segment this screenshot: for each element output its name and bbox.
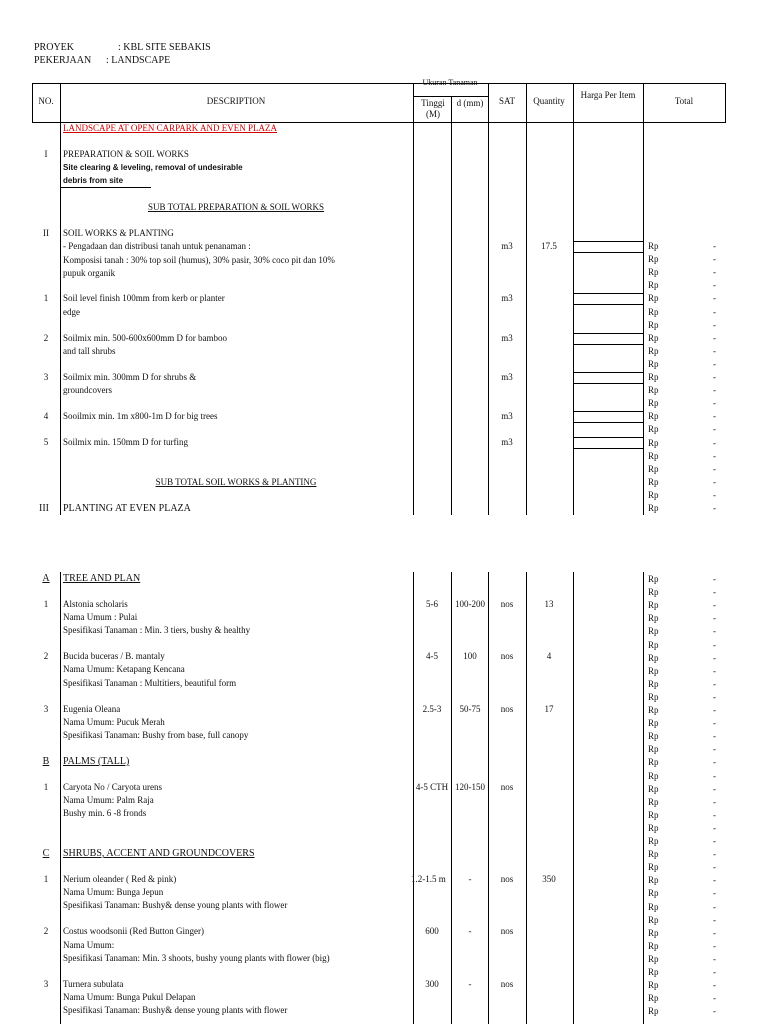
total-cell — [648, 717, 716, 730]
total-value: - — [713, 718, 716, 728]
shrub-unit: nos — [500, 926, 514, 936]
total-cell — [648, 639, 716, 652]
palm-height: 4-5 CTH — [415, 782, 449, 792]
palm-common-name: Nama Umum: Palm Raja — [63, 795, 154, 805]
currency-label: Rp — [648, 666, 659, 676]
currency-label: Rp — [648, 613, 659, 623]
currency-label: Rp — [648, 810, 659, 820]
currency-label: Rp — [648, 398, 659, 408]
total-cell — [648, 940, 716, 953]
soil-item-desc: Soil level finish 100mm from kerb or planter — [63, 293, 225, 303]
soil-item-unit: m3 — [501, 411, 513, 421]
tree-diameter: 100-200 — [455, 599, 485, 609]
project-value: : KBL SITE SEBAKIS — [118, 42, 211, 53]
total-cell — [648, 1005, 716, 1018]
total-cell — [648, 756, 716, 769]
total-value: - — [713, 359, 716, 369]
total-cell — [648, 927, 716, 940]
currency-label: Rp — [648, 731, 659, 741]
total-value: - — [713, 980, 716, 990]
total-cell — [648, 953, 716, 966]
currency-label: Rp — [648, 359, 659, 369]
shrub-name: Nerium oleander ( Red & pink) — [63, 874, 177, 884]
total-value: - — [713, 705, 716, 715]
soil-item-number: 2 — [43, 333, 49, 343]
currency-label: Rp — [648, 784, 659, 794]
total-cell — [648, 371, 716, 384]
tree-unit: nos — [500, 704, 514, 714]
total-value: - — [713, 692, 716, 702]
tree-unit: nos — [500, 599, 514, 609]
currency-label: Rp — [648, 875, 659, 885]
soil-item-desc: Soilmix min. 500-600x600mm D for bamboo — [63, 333, 227, 343]
currency-label: Rp — [648, 503, 659, 513]
total-value: - — [713, 267, 716, 277]
palm-unit: nos — [500, 782, 514, 792]
total-cell — [648, 502, 716, 515]
col-unit-header: SAT — [498, 96, 516, 106]
currency-label: Rp — [648, 307, 659, 317]
currency-label: Rp — [648, 587, 659, 597]
section-2-quantity: 17.5 — [541, 241, 557, 251]
section-2-line1: - Pengadaan dan distribusi tanah untuk penanaman : — [63, 241, 251, 251]
total-value: - — [713, 928, 716, 938]
currency-label: Rp — [648, 254, 659, 264]
shrub-name: Turnera subulata — [63, 979, 124, 989]
total-value: - — [713, 888, 716, 898]
currency-label: Rp — [648, 888, 659, 898]
palm-number: 1 — [43, 782, 49, 792]
group-c-title: SHRUBS, ACCENT AND GROUNDCOVERS — [63, 848, 255, 859]
total-value: - — [713, 464, 716, 474]
shrub-name: Costus woodsonii (Red Button Ginger) — [63, 926, 204, 936]
currency-label: Rp — [648, 451, 659, 461]
tree-diameter: 50-75 — [459, 704, 481, 714]
total-cell — [648, 652, 716, 665]
total-value: - — [713, 757, 716, 767]
total-cell — [648, 437, 716, 450]
total-cell — [648, 345, 716, 358]
total-value: - — [713, 771, 716, 781]
tree-height: 5-6 — [426, 599, 438, 609]
total-cell — [648, 783, 716, 796]
tree-name: Eugenia Oleana — [63, 704, 121, 714]
soil-item-unit: m3 — [501, 293, 513, 303]
section-1-number: I — [44, 149, 48, 159]
total-value: - — [713, 954, 716, 964]
currency-label: Rp — [648, 385, 659, 395]
total-cell — [648, 979, 716, 992]
total-cell — [648, 874, 716, 887]
group-c-letter: C — [42, 848, 50, 859]
shrub-height: 600 — [425, 926, 439, 936]
work-value: : LANDSCAPE — [106, 55, 171, 66]
section-1-desc-line1: Site clearing & leveling, removal of undesirable — [63, 163, 243, 172]
total-cell — [648, 822, 716, 835]
total-cell — [648, 306, 716, 319]
currency-label: Rp — [648, 438, 659, 448]
currency-label: Rp — [648, 836, 659, 846]
shrub-unit: nos — [500, 874, 514, 884]
total-cell — [648, 691, 716, 704]
currency-label: Rp — [648, 464, 659, 474]
currency-label: Rp — [648, 928, 659, 938]
total-cell — [648, 253, 716, 266]
total-cell — [648, 861, 716, 874]
project-label: PROYEK — [34, 42, 75, 53]
total-value: - — [713, 666, 716, 676]
currency-label: Rp — [648, 679, 659, 689]
section-1-desc-line2: debris from site — [63, 176, 124, 185]
section-2-title: SOIL WORKS & PLANTING — [63, 228, 174, 238]
palm-name: Caryota No / Caryota urens — [63, 782, 162, 792]
tree-spec: Spesifikasi Tanaman : Min. 3 tiers, bushy & healthy — [63, 625, 251, 635]
shrub-diameter: - — [468, 874, 472, 884]
total-value: - — [713, 613, 716, 623]
col-no-header: NO. — [38, 96, 54, 106]
section-2-unit: m3 — [501, 241, 513, 251]
total-value: - — [713, 967, 716, 977]
total-value: - — [713, 810, 716, 820]
currency-label: Rp — [648, 797, 659, 807]
group-a-letter: A — [42, 573, 50, 584]
total-cell — [648, 835, 716, 848]
currency-label: Rp — [648, 902, 659, 912]
currency-label: Rp — [648, 718, 659, 728]
currency-label: Rp — [648, 626, 659, 636]
shrub-common-name: Nama Umum: Bunga Pukul Delapan — [63, 992, 196, 1002]
total-cell — [648, 319, 716, 332]
total-value: - — [713, 424, 716, 434]
total-value: - — [713, 653, 716, 663]
soil-item-number: 3 — [43, 372, 49, 382]
palm-diameter: 120-150 — [455, 782, 485, 792]
currency-label: Rp — [648, 980, 659, 990]
total-value: - — [713, 823, 716, 833]
palm-spec: Bushy min. 6 -8 fronds — [63, 808, 147, 818]
total-cell — [648, 612, 716, 625]
total-value: - — [713, 993, 716, 1003]
tree-name: Alstonia scholaris — [63, 599, 128, 609]
total-cell — [648, 743, 716, 756]
total-value: - — [713, 280, 716, 290]
currency-label: Rp — [648, 823, 659, 833]
total-cell — [648, 397, 716, 410]
total-cell — [648, 599, 716, 612]
tree-number: 3 — [43, 704, 49, 714]
soil-item-number: 4 — [43, 411, 49, 421]
total-value: - — [713, 875, 716, 885]
total-value: - — [713, 587, 716, 597]
currency-label: Rp — [648, 280, 659, 290]
total-value: - — [713, 490, 716, 500]
tree-quantity: 17 — [544, 704, 554, 714]
total-value: - — [713, 293, 716, 303]
shrub-quantity: 350 — [542, 874, 556, 884]
currency-label: Rp — [648, 477, 659, 487]
total-cell — [648, 625, 716, 638]
total-cell — [648, 901, 716, 914]
total-cell — [648, 240, 716, 253]
total-cell — [648, 358, 716, 371]
shrub-spec: Spesifikasi Tanaman: Bushy& dense young plants with flower — [63, 900, 288, 910]
total-value: - — [713, 915, 716, 925]
currency-label: Rp — [648, 993, 659, 1003]
shrub-height: 300 — [425, 979, 439, 989]
total-value: - — [713, 372, 716, 382]
currency-label: Rp — [648, 1006, 659, 1016]
total-value: - — [713, 731, 716, 741]
currency-label: Rp — [648, 640, 659, 650]
currency-label: Rp — [648, 757, 659, 767]
total-cell — [648, 730, 716, 743]
total-value: - — [713, 600, 716, 610]
section-3-number: III — [39, 503, 49, 514]
total-cell — [648, 332, 716, 345]
total-cell — [648, 992, 716, 1005]
total-value: - — [713, 451, 716, 461]
work-label: PEKERJAAN — [34, 55, 92, 66]
total-value: - — [713, 254, 716, 264]
total-cell — [648, 476, 716, 489]
shrub-number: 3 — [43, 979, 49, 989]
shrub-number: 2 — [43, 926, 49, 936]
total-value: - — [713, 307, 716, 317]
total-value: - — [713, 411, 716, 421]
total-cell — [648, 463, 716, 476]
currency-label: Rp — [648, 849, 659, 859]
currency-label: Rp — [648, 941, 659, 951]
section-2-subtotal: SUB TOTAL SOIL WORKS & PLANTING — [155, 477, 317, 487]
soil-item-unit: m3 — [501, 333, 513, 343]
total-cell — [648, 410, 716, 423]
total-value: - — [713, 346, 716, 356]
shrub-common-name: Nama Umum: — [63, 940, 115, 950]
shrub-spec: Spesifikasi Tanaman: Min. 3 shoots, bushy young plants with flower (big) — [63, 953, 330, 963]
section-2-number: II — [43, 228, 49, 238]
total-value: - — [713, 902, 716, 912]
col-size-group-header: Ukuran Tanaman — [422, 78, 478, 87]
currency-label: Rp — [648, 744, 659, 754]
shrub-spec: Spesifikasi Tanaman: Bushy& dense young plants with flower — [63, 1005, 288, 1015]
soil-item-number: 1 — [43, 293, 49, 303]
total-cell — [648, 279, 716, 292]
shrub-height: 1.2-1.5 m — [411, 874, 446, 884]
soil-item-number: 5 — [43, 437, 49, 447]
total-value: - — [713, 797, 716, 807]
col-unit-price-header: Harga Per Item — [580, 90, 636, 100]
total-value: - — [713, 385, 716, 395]
shrub-unit: nos — [500, 979, 514, 989]
total-cell — [648, 809, 716, 822]
col-quantity-header: Quantity — [533, 96, 565, 106]
currency-label: Rp — [648, 915, 659, 925]
total-cell — [648, 770, 716, 783]
currency-label: Rp — [648, 424, 659, 434]
shrub-common-name: Nama Umum: Bunga Jepun — [63, 887, 164, 897]
total-value: - — [713, 640, 716, 650]
section-title: LANDSCAPE AT OPEN CARPARK AND EVEN PLAZA — [63, 123, 278, 133]
soil-item-desc: Soilmix min. 300mm D for shrubs & — [63, 372, 197, 382]
tree-common-name: Nama Umum : Pulai — [63, 612, 138, 622]
total-value: - — [713, 862, 716, 872]
tree-spec: Spesifikasi Tanaman : Multitiers, beautiful form — [63, 678, 237, 688]
currency-label: Rp — [648, 954, 659, 964]
total-cell — [648, 914, 716, 927]
shrub-diameter: - — [468, 979, 472, 989]
total-cell — [648, 573, 716, 586]
currency-label: Rp — [648, 862, 659, 872]
total-value: - — [713, 477, 716, 487]
total-cell — [648, 848, 716, 861]
group-a-title: TREE AND PLAN — [63, 573, 141, 584]
total-cell — [648, 966, 716, 979]
total-cell — [648, 678, 716, 691]
currency-label: Rp — [648, 267, 659, 277]
section-2-line3: pupuk organik — [63, 268, 116, 278]
soil-item-desc: Soilmix min. 150mm D for turfing — [63, 437, 188, 447]
total-value: - — [713, 784, 716, 794]
currency-label: Rp — [648, 692, 659, 702]
total-cell — [648, 704, 716, 717]
total-value: - — [713, 836, 716, 846]
currency-label: Rp — [648, 372, 659, 382]
total-cell — [648, 384, 716, 397]
tree-diameter: 100 — [463, 651, 477, 661]
total-value: - — [713, 626, 716, 636]
currency-label: Rp — [648, 490, 659, 500]
currency-label: Rp — [648, 333, 659, 343]
total-cell — [648, 489, 716, 502]
currency-label: Rp — [648, 346, 659, 356]
tree-common-name: Nama Umum: Pucuk Merah — [63, 717, 165, 727]
tree-number: 2 — [43, 651, 49, 661]
total-cell — [648, 423, 716, 436]
col-diameter-header: d (mm) — [456, 98, 484, 108]
total-value: - — [713, 679, 716, 689]
group-b-letter: B — [42, 756, 50, 767]
shrub-diameter: - — [468, 926, 472, 936]
total-value: - — [713, 574, 716, 584]
currency-label: Rp — [648, 600, 659, 610]
section-2-line2: Komposisi tanah : 30% top soil (humus), 30% pasir, 30% coco pit dan 10% — [63, 255, 335, 265]
soil-item-unit: m3 — [501, 437, 513, 447]
soil-item-desc-cont: edge — [63, 307, 80, 317]
col-height-header: Tinggi (M) — [421, 98, 445, 119]
total-value: - — [713, 941, 716, 951]
total-value: - — [713, 398, 716, 408]
total-cell — [648, 266, 716, 279]
currency-label: Rp — [648, 320, 659, 330]
tree-height: 4-5 — [426, 651, 438, 661]
soil-item-desc-cont: and tall shrubs — [63, 346, 116, 356]
tree-spec: Spesifikasi Tanaman: Bushy from base, full canopy — [63, 730, 249, 740]
section-1-title: PREPARATION & SOIL WORKS — [63, 149, 189, 159]
currency-label: Rp — [648, 574, 659, 584]
total-value: - — [713, 1006, 716, 1016]
total-cell — [648, 665, 716, 678]
total-cell — [648, 887, 716, 900]
total-value: - — [713, 333, 716, 343]
total-value: - — [713, 438, 716, 448]
total-value: - — [713, 849, 716, 859]
currency-label: Rp — [648, 771, 659, 781]
currency-label: Rp — [648, 653, 659, 663]
currency-label: Rp — [648, 705, 659, 715]
tree-name: Bucida buceras / B. mantaly — [63, 651, 165, 661]
tree-quantity: 4 — [546, 651, 552, 661]
total-value: - — [713, 241, 716, 251]
shrub-number: 1 — [43, 874, 49, 884]
section-1-subtotal: SUB TOTAL PREPARATION & SOIL WORKS — [147, 202, 325, 212]
section-3-title: PLANTING AT EVEN PLAZA — [63, 503, 191, 514]
tree-height: 2.5-3 — [422, 704, 442, 714]
total-cell — [648, 292, 716, 305]
currency-label: Rp — [648, 967, 659, 977]
col-total-header: Total — [674, 96, 694, 106]
tree-quantity: 13 — [544, 599, 554, 609]
currency-label: Rp — [648, 411, 659, 421]
group-b-title: PALMS (TALL) — [63, 756, 130, 767]
total-value: - — [713, 503, 716, 513]
tree-common-name: Nama Umum: Ketapang Kencana — [63, 664, 185, 674]
tree-unit: nos — [500, 651, 514, 661]
soil-item-unit: m3 — [501, 372, 513, 382]
soil-item-desc-cont: groundcovers — [63, 385, 112, 395]
total-cell — [648, 796, 716, 809]
total-cell — [648, 450, 716, 463]
total-cell — [648, 586, 716, 599]
total-value: - — [713, 320, 716, 330]
soil-item-desc: Sooilmix min. 1m x800-1m D for big trees — [63, 411, 218, 421]
total-value: - — [713, 744, 716, 754]
tree-number: 1 — [43, 599, 49, 609]
col-description-header: DESCRIPTION — [206, 96, 266, 106]
currency-label: Rp — [648, 241, 659, 251]
currency-label: Rp — [648, 293, 659, 303]
